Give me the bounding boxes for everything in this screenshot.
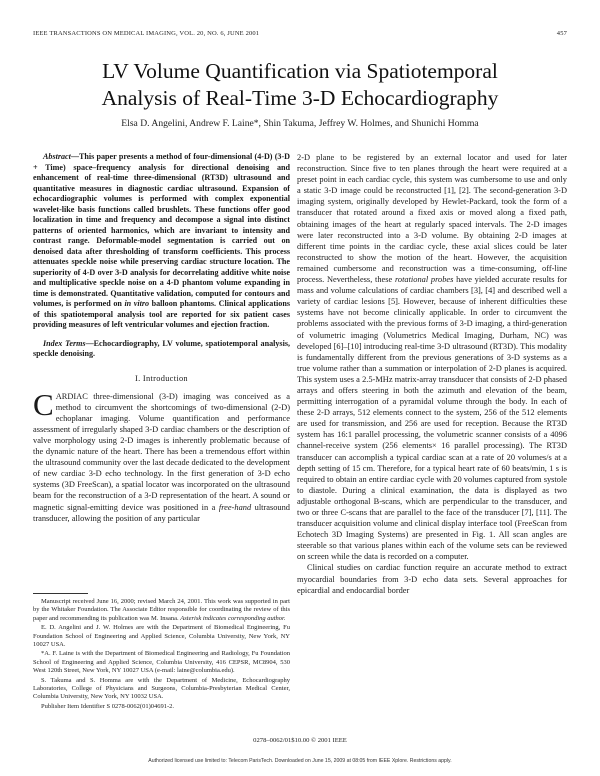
title-line-1: LV Volume Quantification via Spatiotemporal — [102, 59, 498, 83]
intro-text-1: ARDIAC three-dimensional (3-D) imaging was conceived as a method to circumvent the shortcomings of two-dimensional (2-D) echoplanar imaging. Volume quantification and performance assessment of irregularly shaped 3-D cardiac chambers or the description of valve morphology using 2-D images is inherently problematic because of the dynamic nature of the heart. There has been a tremendous effort within the ultrasound community over the last decade dedicated to the development of new cardiac 3-D echo technology. In the first generation of 3-D echo systems (3D FreeScan), a spatial locator was incorporated on the ultrasound beam for the reconstruction of a 3-D representation of the heart. A sound or magnetic signal-emitting device was positioned in a — [33, 391, 290, 512]
right-text-1: 2-D plane to be registered by an external locator and used for later reconstruction. Since five to ten planes through the heart were required at a preset point in each cardiac cycle, this system was cumbersome to use and only a static 3-D image could be reconstructed [1], [2]. The second-generation 3-D imaging system, originally developed by Hewlet-Packard, took the form of a transducer that rotated around a fixed axis or moved along a fixed path, obtaining images of the heart at regularly spaced intervals. The 2-D images were later reconstructed into a 3-D volume. By obtaining 2-D images at different time points in the cardiac cycle, these axial slices could be later reconstructed to show the motion of the heart. However, the acquisition remained cumbersome and reconstruction was a time-consuming, off-line process. Nevertheless, these — [297, 153, 567, 285]
footnotes — [33, 598, 290, 712]
abstract-text-2: balloon phantoms. Clinical applications of this spatiotemporal analysis tool are reported for six patient cases providing measures of left ventricular volumes and ejection fraction. — [33, 299, 290, 329]
license-notice: Authorized licensed use limited to: Telecom ParisTech. Downloaded on June 15, 2009 at 08:05 from IEEE Xplore. Restrictions apply. — [148, 758, 452, 764]
abstract-text-1: —This paper presents a method of four-dimensional (4-D) (3-D + Time) space–frequency analysis for directional denoising and enhancement of real-time three-dimensional (RT3D) ultrasound and quantitative measures in diagnostic cardiac ultrasound. Expansion of echocardiographic volumes is performed with complex exponential wavelet-like basis functions called brushlets. These functions offer good localization in time and frequency and decompose a signal into distinct patterns of oriented harmonics, which are invariant to intensity and contrast range. Deformable-model segmentation is carried out on denoised data after thresholding of transform coefficients. This process attenuates speckle noise while preserving cardiac structure location. The superiority of 4-D over 3-D analysis for decorrelating additive white noise and multiplicative speckle noise on a 4-D phantom volume expanding in time is demonstrated. Quantitative validation, computed for contours and volumes, is performed on — [33, 152, 290, 308]
left-column — [33, 152, 290, 524]
right-italic: rotational probes — [394, 275, 454, 285]
journal-header: IEEE TRANSACTIONS ON MEDICAL IMAGING, VOL. 20, NO. 6, JUNE 2001 — [33, 30, 260, 37]
drop-cap: C — [33, 386, 54, 422]
footnote-affiliation-3: S. Takuma and S. Homma are with the Department of Medicine, Echocardiography Laboratories, College of Physicians and Surgeons, Columbia-Presbyterian Medical Center, Columbia University, New York, NY 10032 USA. — [33, 676, 290, 701]
index-terms — [33, 339, 290, 360]
section-heading-introduction: I. Introduction — [135, 373, 188, 383]
footnote-divider — [33, 593, 88, 594]
abstract-lead: Abstract — [43, 152, 71, 161]
abstract-italic: in vitro — [124, 299, 150, 308]
intro-text-2: ultrasound transducer, allowing the position of any particular — [33, 502, 290, 523]
footnote-publisher-id: Publisher Item Identifier S 0278-0062(01)04691-2. — [41, 702, 175, 710]
page-number: 457 — [556, 30, 567, 37]
index-terms-lead: Index Terms — [43, 338, 86, 348]
footnote-asterisk: Asterisk indicates corresponding author. — [180, 614, 286, 622]
index-terms-text: —Echocardiography, LV volume, spatiotemporal analysis, speckle denoising. — [33, 338, 291, 358]
abstract — [33, 152, 290, 331]
footnote-affiliation-2: *A. F. Laine is with the Department of Biomedical Engineering and Radiology, Fu Foundation School of Engineering and Applied Science, Columbia University, 416 CEPSR, MC8904, 530 West 120th Street, New York, NY 10027 USA (e-mail: laine@columbia.edu). — [33, 650, 290, 675]
footnote-manuscript — [33, 598, 290, 623]
right-paragraph-2: Clinical studies on cardiac function require an accurate method to extract myocardial boundaries from 3-D echo data sets. Several approaches for epicardial and endocardial border — [297, 563, 567, 595]
footnote-manuscript-text: Manuscript received June 16, 2000; revised March 24, 2001. This work was supported in part by the Whitaker Foundation. The Associate Editor responsible for coordinating the review of this paper and recommending its publication was M. Insana. — [33, 598, 290, 622]
right-paragraph-1 — [297, 152, 567, 562]
intro-italic: free-hand — [218, 502, 252, 512]
author-list: Elsa D. Angelini, Andrew F. Laine*, Shin Takuma, Jeffrey W. Holmes, and Shunichi Homma — [121, 118, 479, 129]
running-head — [33, 30, 567, 37]
footnote-affiliation-1: E. D. Angelini and J. W. Holmes are with the Department of Biomedical Engineering, Fu Foundation School of Engineering and Applied Science, Columbia University, New York, NY 10027 USA. — [33, 624, 290, 649]
title-line-2: Analysis of Real-Time 3-D Echocardiography — [101, 86, 499, 110]
introduction-paragraph — [33, 386, 290, 524]
right-text-2: have yielded accurate results for mass and volume calculations of cardiac chambers [3], [4] and described well a variety of cardiac lesions [5]. However, because of inherent difficulties these systems have not become clinically applicable. In order to circumvent the problems associated with the previous forms of 3-D imaging, a third-generation of volumetric imaging (Volumetrics Medical Imaging, Durham, NC) was developed [6]–[10] introducing real-time 3-D ultrasound (RT3D). This modality is fundamentally different from the previous generations of 3-D systems as a true volume rather than a summation or interpolation of 2-D planes is acquired. This system uses a 2.5-MHz matrix-array transducer that consists of 2-D phased arrays and offers steering in both the azimuth and elevation of the beam, permitting interrogation of a pyramidal volume through the body. In each of these 2-D arrays, 512 elements connect to the system, 256 of the 512 elements are used for transmission, and 256 are used for reception. Because the RT3D system has 16:1 parallel processing, the volumetric scanner consists of a 4096 channel-receive system (256 elements× 16 parallel processing). The RT3D transducer can accomplish a typical cardiac scan at a rate of 20 volumes/s at a depth setting of 15 cm. Therefore, for a typical heart rate of 60 beats/min, 1 s is required to obtain an entire cardiac cycle with 20 volumes captured from systole to diastole. During a clinical examination, the data is displayed as two adjustable orthogonal B-scans, which are perpendicular to the transducer, and two or three C-scans that are parallel to the face of the transducer [7], [11]. The transducer acquisition volume and clinical display interface tool (FreeScan from Echotech 3D Imaging Systems) are presented in Fig. 1. All scan angles are steerable so that various planes within each of the volume sets can be reviewed on screen while the data is recorded on a computer. — [297, 275, 568, 562]
right-column — [297, 152, 567, 596]
paper-title — [0, 58, 600, 112]
copyright-line: 0278–0062/01$10.00 © 2001 IEEE — [253, 737, 347, 744]
